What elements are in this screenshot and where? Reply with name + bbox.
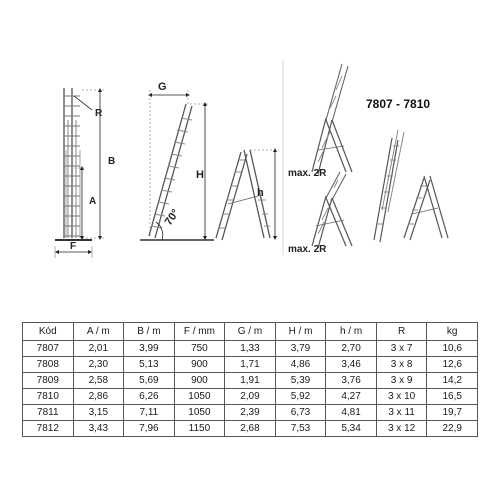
table-cell: 16,5 [427, 389, 478, 405]
table-cell: 14,2 [427, 373, 478, 389]
table-cell: 7,96 [124, 421, 175, 437]
table-cell: 3 x 9 [376, 373, 427, 389]
table-cell: 7,11 [124, 405, 175, 421]
table-cell: 5,34 [326, 421, 377, 437]
table-cell: 3,79 [275, 341, 326, 357]
ladder-small-aframe [404, 176, 448, 240]
table-cell: 900 [174, 357, 225, 373]
table-cell: 10,6 [427, 341, 478, 357]
label-g: G [158, 81, 167, 93]
label-f: F [70, 241, 77, 252]
table-cell: 5,39 [275, 373, 326, 389]
table-cell: 3 x 8 [376, 357, 427, 373]
table-cell: 2,68 [225, 421, 276, 437]
table-cell: 2,58 [73, 373, 124, 389]
table-cell: 2,39 [225, 405, 276, 421]
table-cell: 2,70 [326, 341, 377, 357]
table-cell: 2,30 [73, 357, 124, 373]
table-cell: 750 [174, 341, 225, 357]
ladder-combi-top [312, 64, 352, 174]
ladder-aframe-view [216, 150, 279, 240]
table-header-row [23, 323, 478, 341]
label-a: A [89, 196, 97, 207]
table-cell: 3,99 [124, 341, 175, 357]
table-cell: 3,46 [326, 357, 377, 373]
table-cell: 7811 [23, 405, 74, 421]
table-cell: 7807 [23, 341, 74, 357]
table-cell: 6,73 [275, 405, 326, 421]
label-b: B [108, 156, 116, 167]
table-cell: 19,7 [427, 405, 478, 421]
table-cell: 1050 [174, 405, 225, 421]
table-cell: 5,92 [275, 389, 326, 405]
table-cell: 3,15 [73, 405, 124, 421]
ladder-combi-bottom [312, 172, 352, 248]
table-cell: 2,09 [225, 389, 276, 405]
table-row [23, 373, 478, 389]
table-row [23, 389, 478, 405]
table-cell: 3 x 10 [376, 389, 427, 405]
table-row [23, 341, 478, 357]
table-cell: 5,13 [124, 357, 175, 373]
table-cell: 22,9 [427, 421, 478, 437]
table-cell: 7812 [23, 421, 74, 437]
table-cell: 900 [174, 373, 225, 389]
column-header: A / m [73, 323, 124, 341]
column-header: G / m [225, 323, 276, 341]
column-header: F / mm [174, 323, 225, 341]
label-h-lower: h [257, 187, 264, 199]
label-max-2r-bottom: max. 2R [288, 244, 327, 255]
column-header: H / m [275, 323, 326, 341]
table-cell: 3 x 12 [376, 421, 427, 437]
table-cell: 7810 [23, 389, 74, 405]
table-cell: 1,33 [225, 341, 276, 357]
table-cell: 12,6 [427, 357, 478, 373]
label-angle: 70° [162, 207, 183, 228]
table-cell: 2,01 [73, 341, 124, 357]
table-cell: 3,76 [326, 373, 377, 389]
table-cell: 7808 [23, 357, 74, 373]
ladder-three-section [374, 130, 404, 242]
table-cell: 4,81 [326, 405, 377, 421]
table-cell: 1050 [174, 389, 225, 405]
column-header: R [376, 323, 427, 341]
label-r: R [95, 108, 103, 119]
table-row [23, 357, 478, 373]
label-h-upper: H [196, 169, 204, 181]
table-cell: 7,53 [275, 421, 326, 437]
column-header: h / m [326, 323, 377, 341]
table-cell: 3,43 [73, 421, 124, 437]
column-header: B / m [124, 323, 175, 341]
label-max-2r-top: max. 2R [288, 168, 327, 179]
table-cell: 3 x 11 [376, 405, 427, 421]
table-cell: 1,71 [225, 357, 276, 373]
table-cell: 4,86 [275, 357, 326, 373]
table-cell: 3 x 7 [376, 341, 427, 357]
table-cell: 1150 [174, 421, 225, 437]
table-cell: 7809 [23, 373, 74, 389]
table-cell: 1,91 [225, 373, 276, 389]
table-cell: 4,27 [326, 389, 377, 405]
table-row [23, 421, 478, 437]
table-cell: 5,69 [124, 373, 175, 389]
table-cell: 6,26 [124, 389, 175, 405]
table-row [23, 405, 478, 421]
table-cell: 2,86 [73, 389, 124, 405]
spec-table [22, 322, 478, 437]
column-header: Kód [23, 323, 74, 341]
model-range: 7807 - 7810 [366, 97, 431, 111]
column-header: kg [427, 323, 478, 341]
